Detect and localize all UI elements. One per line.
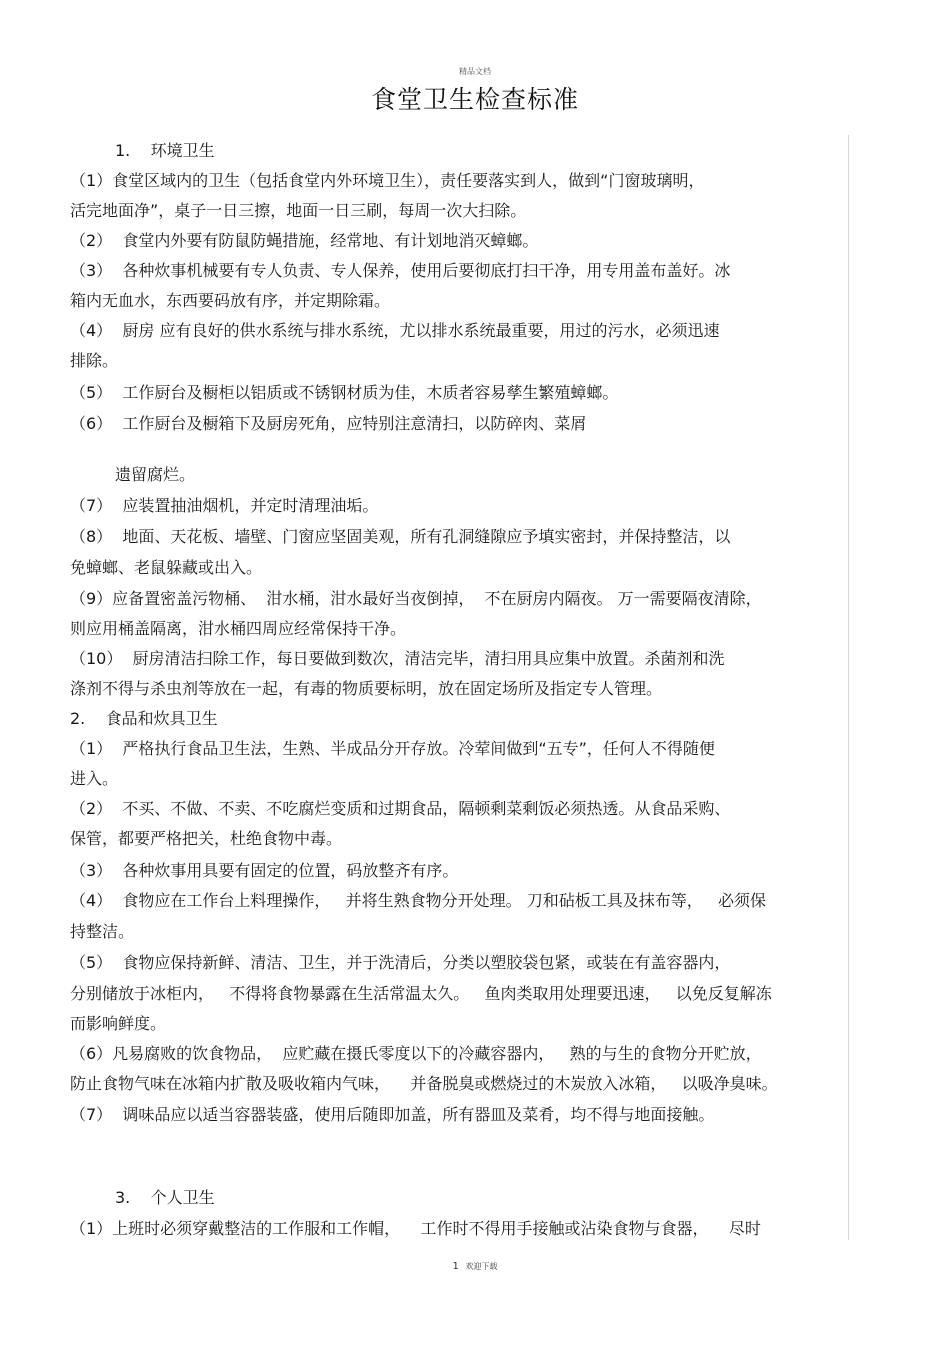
page-title: 食堂卫生检查标准	[370, 85, 579, 114]
text-line: （6）凡易腐败的饮食物品， 应贮藏在摄氏零度以下的冷藏容器内， 熟的与生的食物分开贮放，	[70, 1044, 762, 1063]
text-line: （1） 严格执行食品卫生法，生熟、半成品分开存放。冷荤间做到“五专”，任何人不得随便	[70, 739, 715, 758]
text-line: （5） 工作厨台及橱柜以铝质或不锈钢材质为佳，木质者容易孳生繁殖蟑螂。	[70, 383, 619, 402]
text-line: （3） 各种炊事机械要有专人负责、专人保养，使用后要彻底打扫干净，用专用盖布盖好。冰	[70, 261, 731, 280]
section-heading: 3. 个人卫生	[115, 1188, 215, 1207]
text-line: （4） 厨房 应有良好的供水系统与排水系统，尤以排水系统最重要，用过的污水，必须迅速	[70, 321, 720, 340]
text-line: 持整洁。	[70, 922, 135, 941]
section-heading: 1. 环境卫生	[115, 141, 215, 160]
page-footer	[0, 1261, 950, 1272]
text-line: 进入。	[70, 769, 119, 788]
footer-text: 欢迎下载	[465, 1262, 498, 1271]
text-line: （4） 食物应在工作台上料理操作， 并将生熟食物分开处理。 刀和砧板工具及抹布等， 必须保	[70, 891, 766, 910]
text-line: 箱内无血水，东西要码放有序，并定期除霜。	[70, 291, 391, 310]
text-line: 涤剂不得与杀虫剂等放在一起，有毒的物质要标明，放在固定场所及指定专人管理。	[70, 679, 663, 698]
text-line: （5） 食物应保持新鲜、清洁、卫生，并于洗清后，分类以塑胶袋包紧，或装在有盖容器内，	[70, 953, 731, 972]
text-line: 活完地面净”，桌子一日三擦，地面一日三刷，每周一次大扫除。	[70, 201, 527, 220]
text-line: 而影响鲜度。	[70, 1014, 167, 1033]
text-line: 保管，都要严格把关，杜绝食物中毒。	[70, 829, 343, 848]
text-line: （3） 各种炊事用具要有固定的位置，码放整齐有序。	[70, 861, 459, 880]
margin-rule	[848, 135, 849, 1240]
text-line: （10） 厨房清洁扫除工作，每日要做到数次，清洁完毕，清扫用具应集中放置。杀菌剂和洗	[70, 649, 725, 668]
text-line: （2） 食堂内外要有防鼠防蝇措施，经常地、有计划地消灭蟑螂。	[70, 231, 539, 250]
text-line: （2） 不买、不做、不卖、不吃腐烂变质和过期食品，隔顿剩菜剩饭必须热透。从食品采购、	[70, 799, 731, 818]
text-line: （6） 工作厨台及橱箱下及厨房死角，应特别注意清扫，以防碎肉、菜屑	[70, 414, 587, 433]
text-line: 排除。	[70, 351, 119, 370]
text-line: （1）食堂区域内的卫生（包括食堂内外环境卫生），责任要落实到人，做到“门窗玻璃明，	[70, 171, 705, 190]
text-line: 则应用桶盖隔离，泔水桶四周应经常保持干净。	[70, 619, 407, 638]
section-heading: 2. 食品和炊具卫生	[70, 709, 218, 728]
text-line: （8） 地面、天花板、墙壁、门窗应坚固美观，所有孔洞缝隙应予填实密封，并保持整洁，以	[70, 527, 731, 546]
text-line: 遗留腐烂。	[115, 465, 196, 484]
text-line: 分别储放于冰柜内， 不得将食物暴露在生活常温太久。 鱼肉类取用处理要迅速， 以免反复解冻	[70, 984, 772, 1003]
text-line: （7） 应装置抽油烟机，并定时清理油垢。	[70, 496, 379, 515]
text-line: 免蟑螂、老鼠躲藏或出入。	[70, 558, 263, 577]
text-line: （9）应备置密盖污物桶、 泔水桶，泔水最好当夜倒掉， 不在厨房内隔夜。 万一需要隔夜清除，	[70, 589, 762, 608]
header-watermark: 精品文档	[459, 67, 491, 76]
page-number: 1	[452, 1261, 459, 1272]
text-line: （1）上班时必须穿戴整洁的工作服和工作帽， 工作时不得用手接触或沾染食物与食器， 尽时	[70, 1219, 761, 1238]
text-line: （7） 调味品应以适当容器装盛，使用后随即加盖，所有器皿及菜肴，均不得与地面接触。	[70, 1105, 715, 1124]
text-line: 防止食物气味在冰箱内扩散及吸收箱内气味， 并备脱臭或燃烧过的木炭放入冰箱， 以吸净臭味。	[70, 1074, 778, 1093]
